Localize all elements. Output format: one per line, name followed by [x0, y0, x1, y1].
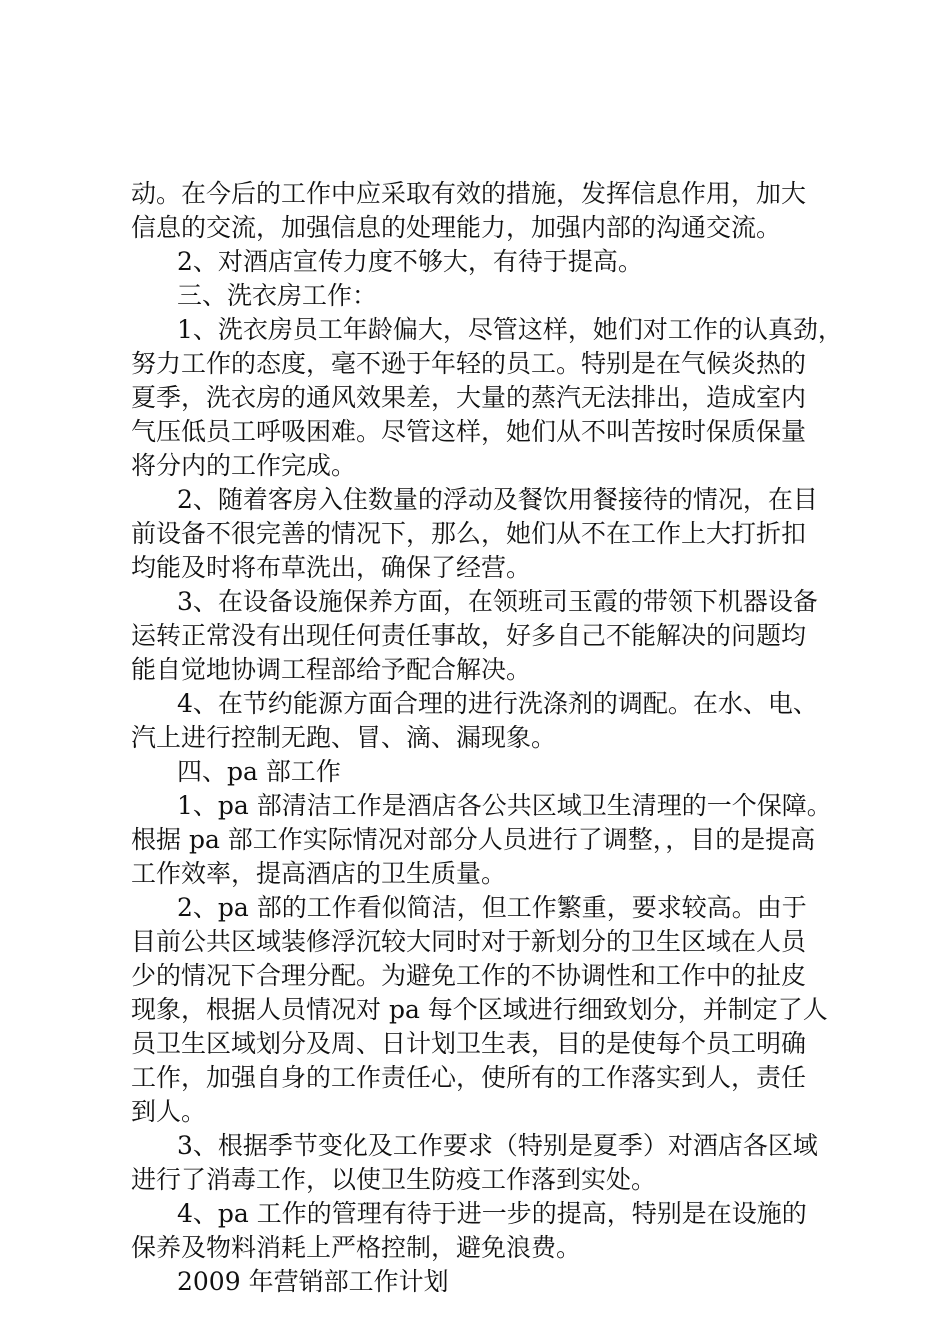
text-line: 4、pa 工作的管理有待于进一步的提高，特别是在设施的 [177, 1199, 807, 1228]
text-line: 3、在设备设施保养方面，在领班司玉霞的带领下机器设备 [177, 587, 818, 616]
text-line: 汽上进行控制无跑、冒、滴、漏现象。 [131, 723, 557, 752]
text-line: 动。在今后的工作中应采取有效的措施，发挥信息作用，加大 [131, 179, 807, 208]
text-line: 根据 pa 部工作实际情况对部分人员进行了调整，，目的是提高 [131, 825, 816, 854]
text-line: 现象，根据人员情况对 pa 每个区域进行细致划分，并制定了人 [131, 995, 828, 1024]
text-line: 能自觉地协调工程部给予配合解决。 [131, 655, 532, 684]
text-line: 运转正常没有出现任何责任事故，好多自己不能解决的问题均 [131, 621, 807, 650]
text-line: 保养及物料消耗上严格控制，避免浪费。 [131, 1233, 582, 1262]
text-line: 工作效率，提高酒店的卫生质量。 [131, 859, 507, 888]
text-line: 气压低员工呼吸困难。尽管这样，她们从不叫苦按时保质保量 [131, 417, 807, 446]
text-line: 2、pa 部的工作看似简洁，但工作繁重，要求较高。由于 [177, 893, 807, 922]
text-line: 努力工作的态度，毫不逊于年轻的员工。特别是在气候炎热的 [131, 349, 807, 378]
text-line: 工作，加强自身的工作责任心，使所有的工作落实到人，责任 [131, 1063, 807, 1092]
section-heading: 2009 年营销部工作计划 [177, 1267, 449, 1296]
text-line: 均能及时将布草洗出，确保了经营。 [131, 553, 532, 582]
text-line: 2、随着客房入住数量的浮动及餐饮用餐接待的情况，在目 [177, 485, 818, 514]
text-line: 夏季，洗衣房的通风效果差，大量的蒸汽无法排出，造成室内 [131, 383, 807, 412]
text-line: 少的情况下合理分配。为避免工作的不协调性和工作中的扯皮 [131, 961, 807, 990]
text-line: 将分内的工作完成。 [131, 451, 357, 480]
text-line: 员卫生区域划分及周、日计划卫生表，目的是使每个员工明确 [131, 1029, 807, 1058]
text-line: 三、洗衣房工作： [177, 281, 378, 310]
text-line: 目前公共区域装修浮沉较大同时对于新划分的卫生区域在人员 [131, 927, 807, 956]
text-line: 1、洗衣房员工年龄偏大，尽管这样，她们对工作的认真劲， [177, 315, 843, 344]
text-line: 4、在节约能源方面合理的进行洗涤剂的调配。在水、电、 [177, 689, 818, 718]
text-line: 到人。 [131, 1097, 207, 1126]
text-line: 信息的交流，加强信息的处理能力，加强内部的沟通交流。 [131, 213, 782, 242]
text-line: 进行了消毒工作，以使卫生防疫工作落到实处。 [131, 1165, 657, 1194]
text-line: 3、根据季节变化及工作要求（特别是夏季）对酒店各区域 [177, 1131, 818, 1160]
section-heading: 四、pa 部工作 [177, 757, 341, 786]
text-line: 前设备不很完善的情况下，那么，她们从不在工作上大打折扣 [131, 519, 807, 548]
text-line: 1、pa 部清洁工作是酒店各公共区域卫生清理的一个保障。 [177, 791, 832, 820]
text-line: 2、对酒店宣传力度不够大，有待于提高。 [177, 247, 643, 276]
